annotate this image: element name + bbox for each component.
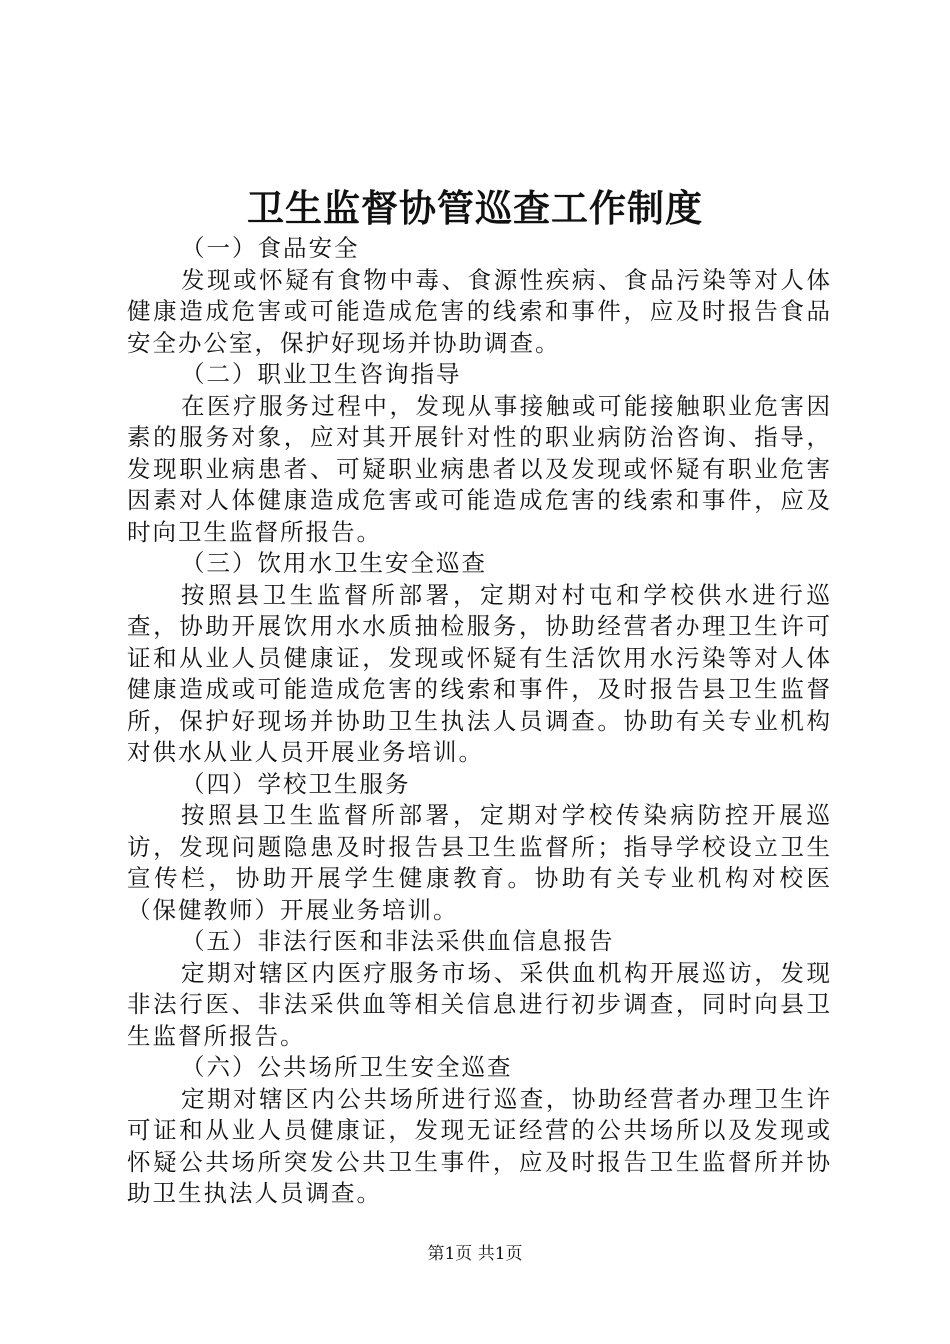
page-footer: 第1页 共1页: [427, 1244, 523, 1264]
document-body: [127, 233, 832, 1210]
section-1-body: 发现或怀疑有食物中毒、食源性疾病、食品污染等对人体健康造成危害或可能造成危害的线索和事件，应及时报告食品安全办公室，保护好现场并协助调查。: [127, 265, 832, 357]
section-6-body: 定期对辖区内公共场所进行巡查，协助经营者办理卫生许可证和从业人员健康证，发现无证经营的公共场所以及发现或怀疑公共场所突发公共卫生事件，应及时报告卫生监督所并协助卫生执法人员调查。: [127, 1084, 832, 1207]
section-4-body: 按照县卫生监督所部署，定期对学校传染病防控开展巡访，发现问题隐患及时报告县卫生监督所；指导学校设立卫生宣传栏，协助开展学生健康教育。协助有关专业机构对校医（保健教师）开展业务培训。: [127, 801, 832, 924]
section-2-heading: （二）职业卫生咨询指导: [181, 360, 462, 388]
section-5-heading: （五）非法行医和非法采供血信息报告: [181, 927, 615, 955]
section-1-heading: （一）食品安全: [181, 234, 360, 262]
document-title: 卫生监督协管巡查工作制度: [247, 186, 703, 230]
section-6-heading: （六）公共场所卫生安全巡查: [181, 1053, 513, 1081]
section-3-body: 按照县卫生监督所部署，定期对村屯和学校供水进行巡查，协助开展饮用水水质抽检服务，协助经营者办理卫生许可证和从业人员健康证，发现或怀疑有生活饮用水污染等对人体健康造成或可能造成危害的线索和事件，及时报告县卫生监督所，保护好现场并协助卫生执法人员调查。协助有关专业机构对供水从业人员开展业务培训。: [127, 580, 832, 766]
section-2-body: 在医疗服务过程中，发现从事接触或可能接触职业危害因素的服务对象，应对其开展针对性的职业病防治咨询、指导，发现职业病患者、可疑职业病患者以及发现或怀疑有职业危害因素对人体健康造成危害或可能造成危害的线索和事件，应及时向卫生监督所报告。: [127, 391, 832, 546]
section-3-heading: （三）饮用水卫生安全巡查: [181, 549, 487, 577]
section-4-heading: （四）学校卫生服务: [181, 769, 411, 798]
section-5-body: 定期对辖区内医疗服务市场、采供血机构开展巡访，发现非法行医、非法采供血等相关信息进行初步调查，同时向县卫生监督所报告。: [127, 958, 832, 1050]
